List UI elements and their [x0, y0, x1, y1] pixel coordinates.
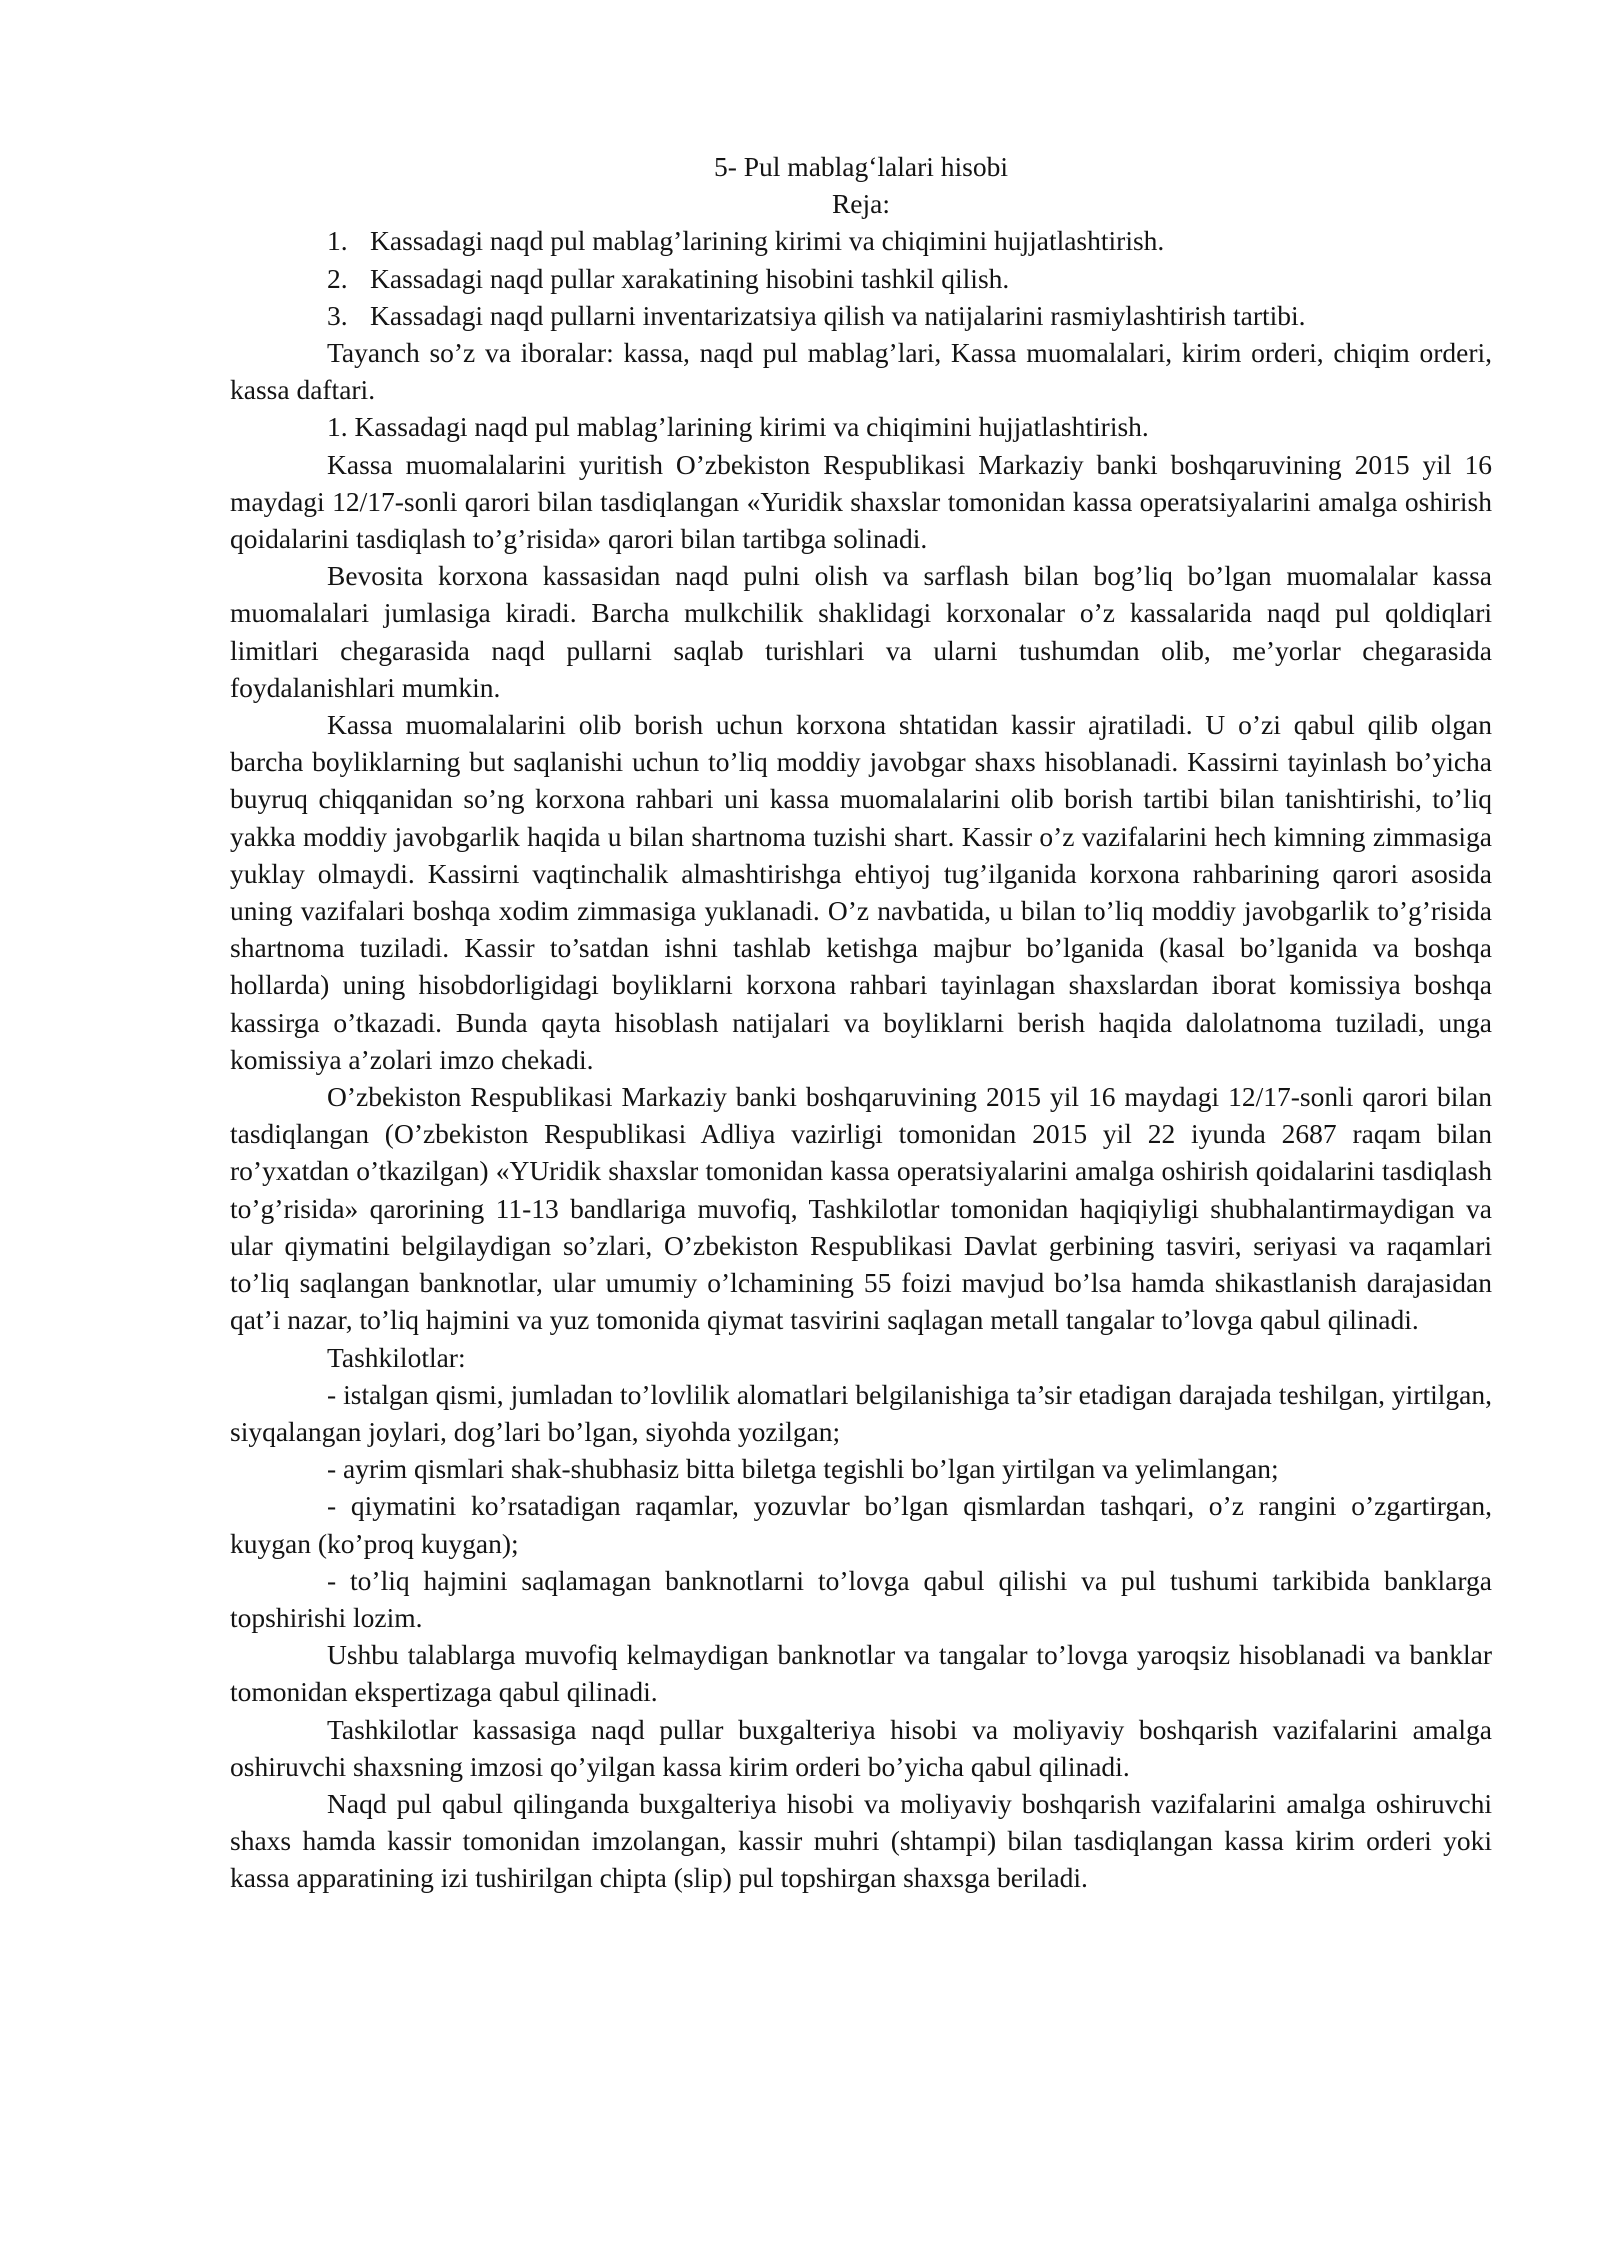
- paragraph: Ushbu talablarga muvofiq kelmaydigan banknotlar va tangalar to’lovga yaroqsiz hisoblanadi va banklar tomonidan ekspertizaga qabul qilinadi.: [230, 1639, 1492, 1708]
- bullet-item: - istalgan qismi, jumladan to’lovlilik alomatlari belgilanishiga ta’sir etadigan darajada teshilgan, yirtilgan, siyqalangan joylari, dog’lari bo’lgan, siyohda yozilgan;: [230, 1378, 1492, 1447]
- plan-heading: Reja:: [831, 188, 891, 220]
- organizations-label: Tashkilotlar:: [327, 1341, 466, 1373]
- plan-item-text: Kassadagi naqd pullar xarakatining hisobini tashkil qilish.: [370, 262, 1010, 294]
- paragraph: Naqd pul qabul qilinganda buxgalteriya hisobi va moliyaviy boshqarish vazifalarini amalga oshiruvchi shaxs hamda kassir tomonidan imzolangan, kassir muhri (shtampi) bilan tasdiqlangan kassa kirim orderi yoki kassa apparatining izi tushirilgan chipta (slip) pul topshirgan shaxsga beriladi.: [230, 1787, 1492, 1894]
- plan-item-number: 3.: [327, 299, 348, 331]
- plan-item-number: 1.: [327, 225, 348, 257]
- section-heading: 1. Kassadagi naqd pul mablag’larining kirimi va chiqimini hujjatlashtirish.: [327, 411, 1149, 443]
- paragraph: Kassa muomalalarini olib borish uchun korxona shtatidan kassir ajratiladi. U o’zi qabul qilib olgan barcha boyliklarning but saqlanishi uchun to’liq moddiy javobgar shaxs hisoblanadi. Kassirni tayinlash bo’yicha buyruq chiqqanidan so’ng korxona rahbari uni kassa muomalalarini olib borish tartibi bilan tanishtirishi, to’liq yakka moddiy javobgarlik haqida u bilan shartnoma tuzishi shart. Kassir o’z vazifalarini hech kimning zimmasiga yuklay olmaydi. Kassirni vaqtinchalik almashtirishga ehtiyoj tug’ilganida korxona rahbarining qarori asosida uning vazifalari boshqa xodim zimmasiga yuklanadi. O’z navbatida, u bilan to’liq moddiy javobgarlik to’g’risida shartnoma tuziladi. Kassir to’satdan ishni tashlab ketishga majbur bo’lganida (kasal bo’lganida va boshqa hollarda) uning hisobdorligidagi boyliklarni korxona rahbari tayinlagan shaxslardan iborat komissiya boshqa kassirga o’tkazadi. Bunda qayta hisoblash natijalari va boyliklarni berish haqida dalolatnoma tuziladi, unga komissiya a’zolari imzo chekadi.: [230, 709, 1492, 1075]
- paragraph: Tashkilotlar kassasiga naqd pullar buxgalteriya hisobi va moliyaviy boshqarish vazifalarini amalga oshiruvchi shaxsning imzosi qo’yilgan kassa kirim orderi bo’yicha qabul qilinadi.: [230, 1713, 1492, 1782]
- paragraph: Bevosita korxona kassasidan naqd pulni olish va sarflash bilan bog’liq bo’lgan muomalalar kassa muomalalari jumlasiga kiradi. Barcha mulkchilik shaklidagi korxonalar o’z kassalarida naqd pul qoldiqlari limitlari chegarasida naqd pullarni saqlab turishlari va ularni tushumdan olib, me’yorlar chegarasida foydalanishlari mumkin.: [230, 560, 1492, 703]
- plan-item-number: 2.: [327, 262, 348, 294]
- plan-item: [230, 222, 1492, 259]
- bullet-item: - ayrim qismlari shak-shubhasiz bitta biletga tegishli bo’lgan yirtilgan va yelimlangan;: [327, 1453, 1279, 1485]
- plan-item-text: Kassadagi naqd pul mablag’larining kirimi va chiqimini hujjatlashtirish.: [370, 225, 1165, 257]
- plan-item: [230, 260, 1492, 297]
- paragraph: Kassa muomalalarini yuritish O’zbekiston Respublikasi Markaziy banki boshqaruvining 2015 yil 16 maydagi 12/17-sonli qarori bilan tasdiqlangan «Yuridik shaxslar tomonidan kassa operatsiyalarini amalga oshirish qoidalarini tasdiqlash to’g’risida» qarori bilan tartibga solinadi.: [230, 448, 1492, 555]
- document-page: [230, 148, 1492, 1897]
- plan-item: [230, 297, 1492, 334]
- plan-item-text: Kassadagi naqd pullarni inventarizatsiya qilish va natijalarini rasmiylashtirish tartibi.: [370, 299, 1306, 331]
- bullet-item: - qiymatini ko’rsatadigan raqamlar, yozuvlar bo’lgan qismlardan tashqari, o’z rangini o’zgartirgan, kuygan (ko’proq kuygan);: [230, 1490, 1492, 1559]
- keywords-paragraph: Tayanch so’z va iboralar: kassa, naqd pul mablag’lari, Kassa muomalalari, kirim orderi, chiqim orderi, kassa daftari.: [230, 337, 1492, 406]
- bullet-item: - to’liq hajmini saqlamagan banknotlarni to’lovga qabul qilishi va pul tushumi tarkibida banklarga topshirishi lozim.: [230, 1564, 1492, 1633]
- paragraph: O’zbekiston Respublikasi Markaziy banki boshqaruvining 2015 yil 16 maydagi 12/17-sonli qarori bilan tasdiqlangan (O’zbekiston Respublikasi Adliya vazirligi tomonidan 2015 yil 22 iyunda 2687 raqam bilan ro’yxatdan o’tkazilgan) «YUridik shaxslar tomonidan kassa operatsiyalarini amalga oshirish qoidalarini tasdiqlash to’g’risida» qarorining 11-13 bandlariga muvofiq, Tashkilotlar tomonidan haqiqiyligi shubhalantirmaydigan va ular qiymatini belgilaydigan so’zlari, O’zbekiston Respublikasi Davlat gerbining tasviri, seriyasi va raqamlari to’liq saqlangan banknotlar, ular umumiy o’lchamining 55 foizi mavjud bo’lsa hamda shikastlanish darajasidan qat’i nazar, to’liq hajmini va yuz tomonida qiymat tasvirini saqlagan metall tangalar to’lovga qabul qilinadi.: [230, 1081, 1492, 1336]
- document-title: 5- Pul mablag‘lalari hisobi: [713, 151, 1009, 182]
